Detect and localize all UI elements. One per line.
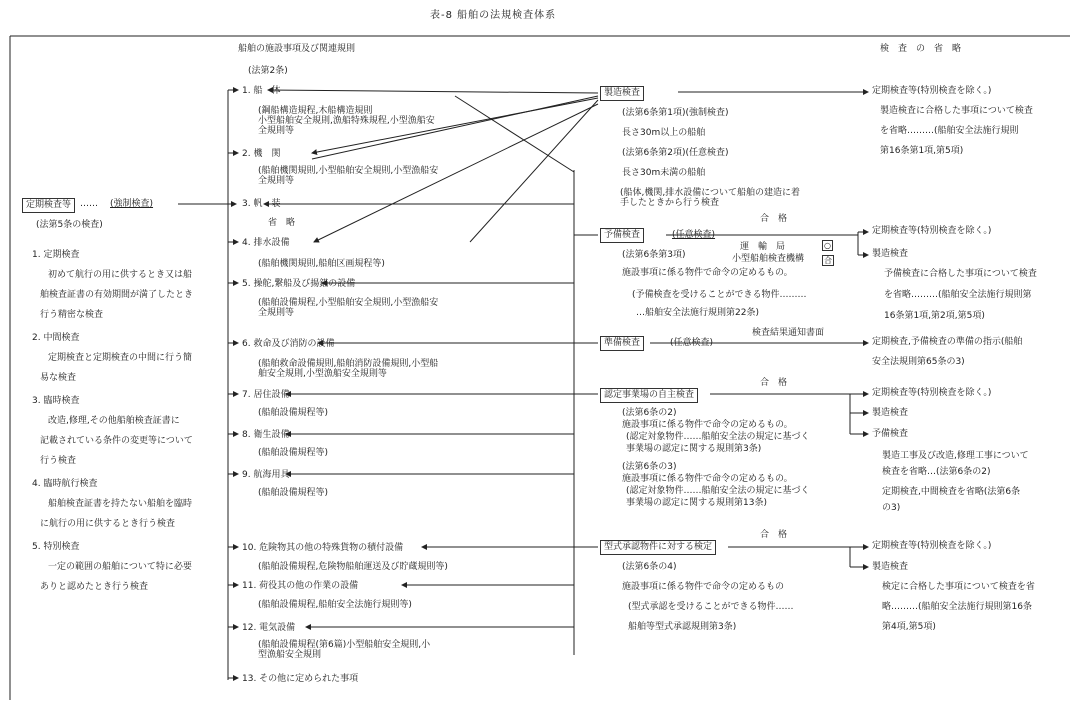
kata-box: 型式承認物件に対する検定 bbox=[600, 540, 716, 555]
junbi-box: 準備検査 bbox=[600, 336, 644, 351]
omission-line: 製造検査 bbox=[872, 408, 909, 418]
unyu-label: 運 輸 局 bbox=[740, 242, 786, 252]
yobi-line-2: 施設事項に係る物件で命令の定めるもの。 bbox=[622, 268, 793, 278]
inspection-desc: 船舶検査証書を持たない船舶を臨時 bbox=[48, 499, 193, 509]
goukaku-1: 合 格 bbox=[760, 214, 788, 224]
left-header: 船舶の施設事項及び関連規則 bbox=[238, 44, 356, 54]
inspection-title: 4. 臨時航行検査 bbox=[32, 479, 98, 489]
inspection-title: 1. 定期検査 bbox=[32, 250, 80, 260]
omission-line: 定期検査等(特別検査を除く。) bbox=[872, 541, 992, 551]
inspection-desc: 舶検査証書の有効期間が満了したとき bbox=[40, 290, 194, 300]
seizo-line-2: 長さ30m以上の船舶 bbox=[622, 128, 706, 138]
omission-line: 予備検査に合格した事項について検査 bbox=[884, 269, 1037, 279]
nintei-line: 施設事項に係る物件で命令の定めるもの。 bbox=[622, 420, 793, 430]
inspection-desc: 一定の範囲の船舶について特に必要 bbox=[48, 562, 192, 572]
omission-line: 予備検査 bbox=[872, 429, 909, 439]
facility-item: 9. 航海用具 bbox=[242, 470, 290, 480]
omission-line: の3) bbox=[882, 503, 901, 513]
stamp-circle: ○ bbox=[824, 241, 831, 250]
facility-item-note: 省 略 bbox=[268, 218, 296, 228]
facility-item: 1. 船 体 bbox=[242, 86, 281, 96]
yobi-line-1: (法第6条第3項) bbox=[622, 250, 686, 260]
inspection-desc: 易な検査 bbox=[40, 373, 77, 383]
yobi-box: 予備検査 bbox=[600, 228, 644, 243]
junbi-nin: (任意検査) bbox=[670, 338, 714, 348]
inspection-desc: ありと認めたとき行う検査 bbox=[40, 582, 149, 592]
nintei-line: 事業場の認定に関する規則第3条) bbox=[626, 444, 762, 454]
inspection-title: 5. 特別検査 bbox=[32, 542, 80, 552]
stamp-goukaku: 合 bbox=[824, 256, 832, 265]
omission-line: 検定に合格した事項について検査を省 bbox=[882, 582, 1035, 592]
omission-line: 定期検査等(特別検査を除く。) bbox=[872, 226, 992, 236]
hou5-label: (法第5条の検査) bbox=[36, 220, 103, 230]
inspection-title: 3. 臨時検査 bbox=[32, 396, 80, 406]
seizo-line-3: (法第6条第2項)(任意検査) bbox=[622, 148, 729, 158]
omission-line: 検査を省略…(法第6条の2) bbox=[882, 467, 991, 477]
inspection-desc: 行う精密な検査 bbox=[40, 310, 104, 320]
seizo-line-4: 長さ30m未満の船舶 bbox=[622, 168, 706, 178]
facility-item-note: (船舶機関規則,船舶区画規程等) bbox=[258, 259, 385, 269]
omission-line: 製造検査 bbox=[872, 249, 909, 259]
facility-item: 2. 機 関 bbox=[242, 149, 281, 159]
omission-line: 定期検査等(特別検査を除く。) bbox=[872, 86, 992, 96]
facility-item: 10. 危険物其の他の特殊貨物の積付設備 bbox=[242, 543, 404, 553]
inspection-desc: 改造,修理,その他船舶検査証書に bbox=[48, 416, 180, 426]
facility-item: 12. 電気設備 bbox=[242, 623, 296, 633]
facility-item-note: (船舶機関規則,小型船舶安全規則,小型漁船安 全規則等 bbox=[258, 166, 439, 186]
goukaku-2: 合 格 bbox=[760, 378, 788, 388]
facility-item: 13. その他に定められた事項 bbox=[242, 674, 359, 684]
facility-item: 8. 衛生設備 bbox=[242, 430, 290, 440]
omission-line: 16条第1項,第2項,第5項) bbox=[884, 311, 985, 321]
left-subheader: (法第2条) bbox=[248, 66, 288, 76]
kekka-label: 検査結果通知書面 bbox=[752, 328, 825, 338]
omission-line: 製造検査に合格した事項について検査 bbox=[880, 106, 1033, 116]
facility-item: 11. 荷役其の他の作業の設備 bbox=[242, 581, 359, 591]
kyosei-label: (強制検査) bbox=[110, 199, 154, 209]
right-header: 検 査 の 省 略 bbox=[880, 44, 962, 54]
omission-line: 定期検査,予備検査の準備の指示(船舶 bbox=[872, 337, 1023, 347]
omission-line: 略………(船舶安全法施行規則第16条 bbox=[882, 602, 1032, 612]
teiki-dots: …… bbox=[80, 199, 98, 209]
nintei-box: 認定事業場の自主検査 bbox=[600, 388, 698, 403]
facility-item-note: (船舶救命設備規則,船舶消防設備規則,小型船 舶安全規則,小型漁船安全規則等 bbox=[258, 359, 439, 379]
nintei-line: (認定対象物件……船舶安全法の規定に基づく bbox=[626, 432, 810, 442]
page-title: 表-8 船舶の法規検査体系 bbox=[430, 10, 557, 21]
inspection-desc: 記載されている条件の変更等について bbox=[40, 436, 193, 446]
kata-line: (型式承認を受けることができる物件…… bbox=[628, 602, 794, 612]
facility-item: 6. 救命及び消防の設備 bbox=[242, 339, 335, 349]
facility-item-note: (船舶設備規程等) bbox=[258, 408, 329, 418]
omission-line: 製造工事及び改造,修理工事について bbox=[882, 451, 1029, 461]
facility-item: 4. 排水設備 bbox=[242, 238, 290, 248]
inspection-desc: 行う検査 bbox=[40, 456, 77, 466]
facility-item: 3. 帆 装 bbox=[242, 199, 281, 209]
omission-line: 定期検査,中間検査を省略(法第6条 bbox=[882, 487, 1021, 497]
inspection-desc: 初めて航行の用に供するとき又は船 bbox=[48, 270, 193, 280]
nintei-line: (法第6条の3) bbox=[622, 462, 677, 472]
nintei-line: 施設事項に係る物件で命令の定めるもの。 bbox=[622, 474, 793, 484]
seizo-line-1: (法第6条第1項)(強制検査) bbox=[622, 108, 729, 118]
kogata-label: 小型船舶検査機構 bbox=[732, 254, 805, 264]
facility-item-note: (船舶設備規程,小型船舶安全規則,小型漁船安 全規則等 bbox=[258, 298, 439, 318]
nintei-line: (認定対象物件……船舶安全法の規定に基づく bbox=[626, 486, 810, 496]
omission-line: 安全法規則第65条の3) bbox=[872, 357, 965, 367]
inspection-desc: に航行の用に供するとき行う検査 bbox=[40, 519, 176, 529]
omission-line: を省略………(船舶安全法施行規則第 bbox=[884, 290, 1032, 300]
facility-item-note: (鋼船構造規程,木船構造規則 小型船舶安全規則,漁船特殊規程,小型漁船安 全規則等 bbox=[258, 106, 435, 136]
inspection-desc: 定期検査と定期検査の中間に行う簡 bbox=[48, 353, 193, 363]
facility-item-note: (船舶設備規程,船舶安全法施行規則等) bbox=[258, 600, 412, 610]
yobi-line-4: …船舶安全法施行規則第22条) bbox=[636, 308, 759, 318]
facility-item: 7. 居住設備 bbox=[242, 390, 290, 400]
inspection-title: 2. 中間検査 bbox=[32, 333, 80, 343]
facility-item-note: (船舶設備規程等) bbox=[258, 448, 329, 458]
facility-item-note: (船舶設備規程(第6篇)小型船舶安全規則,小 型漁船安全規則 bbox=[258, 640, 431, 660]
omission-line: 第4項,第5項) bbox=[882, 622, 936, 632]
omission-line: 第16条第1項,第5項) bbox=[880, 146, 964, 156]
nintei-line: (法第6条の2) bbox=[622, 408, 677, 418]
omission-line: 定期検査等(特別検査を除く。) bbox=[872, 388, 992, 398]
nintei-line: 事業場の認定に関する規則第13条) bbox=[626, 498, 767, 508]
facility-item-note: (船舶設備規程等) bbox=[258, 488, 329, 498]
facility-item-note: (船舶設備規程,危険物船舶運送及び貯蔵規則等) bbox=[258, 562, 448, 572]
kata-line: 船舶等型式承認規則第3条) bbox=[628, 622, 737, 632]
goukaku-3: 合 格 bbox=[760, 530, 788, 540]
seizo-box: 製造検査 bbox=[600, 86, 644, 101]
omission-line: を省略………(船舶安全法施行規則 bbox=[880, 126, 1019, 136]
facility-item: 5. 操舵,繋船及び揚錨の設備 bbox=[242, 279, 356, 289]
kata-line: 施設事項に係る物件で命令の定めるもの bbox=[622, 582, 785, 592]
kata-line: (法第6条の4) bbox=[622, 562, 677, 572]
yobi-line-3: (予備検査を受けることができる物件……… bbox=[632, 290, 807, 300]
teiki-box: 定期検査等 bbox=[22, 198, 75, 213]
omission-line: 製造検査 bbox=[872, 562, 909, 572]
yobi-nin: (任意検査) bbox=[672, 230, 716, 240]
seizo-line-5: (船体,機関,排水設備について船舶の建造に着 手したときから行う検査 bbox=[620, 188, 801, 208]
